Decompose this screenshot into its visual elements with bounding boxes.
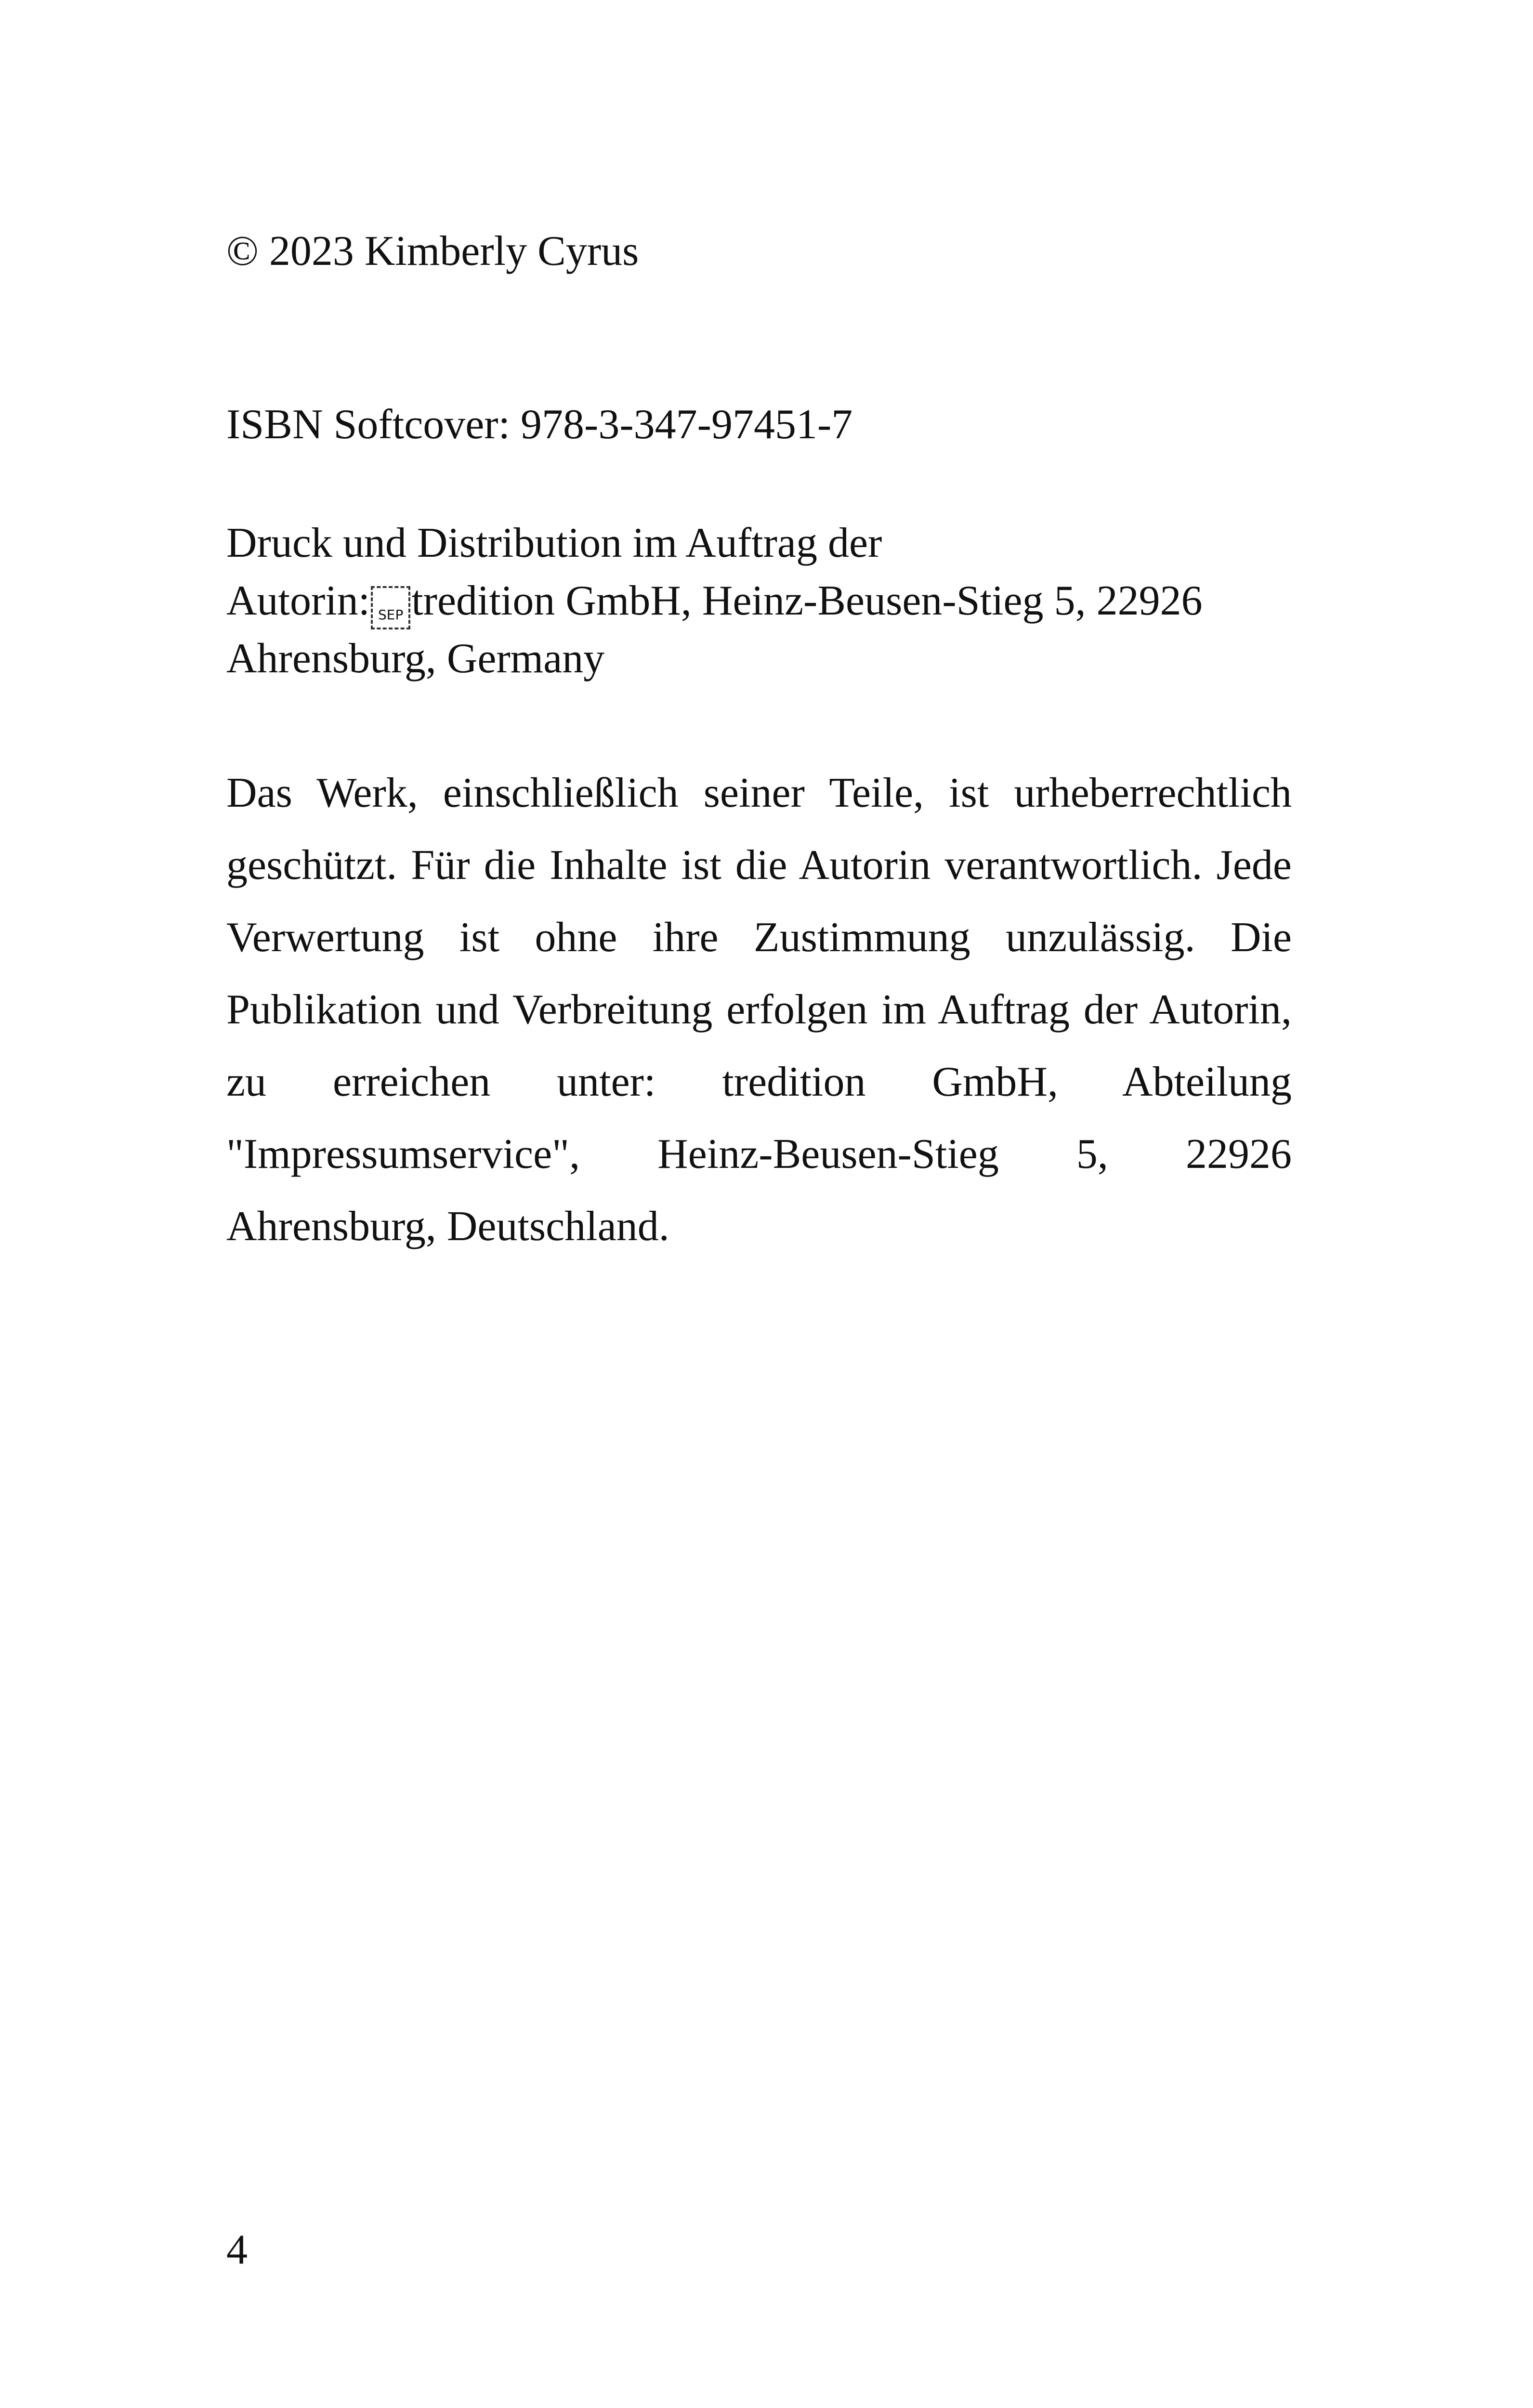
print-distribution-block <box>226 514 1305 688</box>
print-distribution-line-3: Ahrensburg, Germany <box>226 635 605 682</box>
legal-notice-paragraph: Das Werk, einschließlich seiner Teile, ist urheberrechtlich geschützt. Für die Inhalte ist die Autorin verantwortlich. Jede Verwertung ist ohne ihre Zustimmung unzulässig. Die Publikation und Verbreitung erfolgen im Auftrag der Autorin, zu erreichen unter: tredition GmbH, Abteilung "Impressumservice", Heinz-Beusen-Stieg 5, 22926 Ahrensburg, Deutschland. <box>226 770 1292 1250</box>
print-distribution-line-2 <box>226 572 1305 630</box>
copyright-notice: © 2023 Kimberly Cyrus <box>226 228 639 275</box>
isbn-line: ISBN Softcover: 978-3-347-97451-7 <box>226 401 853 448</box>
print-distribution-line-2-start: Autorin: <box>226 577 370 624</box>
print-distribution-line-2-end: tredition GmbH, Heinz-Beusen-Stieg 5, 22926 <box>411 577 1203 624</box>
page-number: 4 <box>226 2226 248 2273</box>
separator-control-glyph-icon: SEP <box>371 586 410 629</box>
print-distribution-line-1: Druck und Distribution im Auftrag der <box>226 520 882 566</box>
